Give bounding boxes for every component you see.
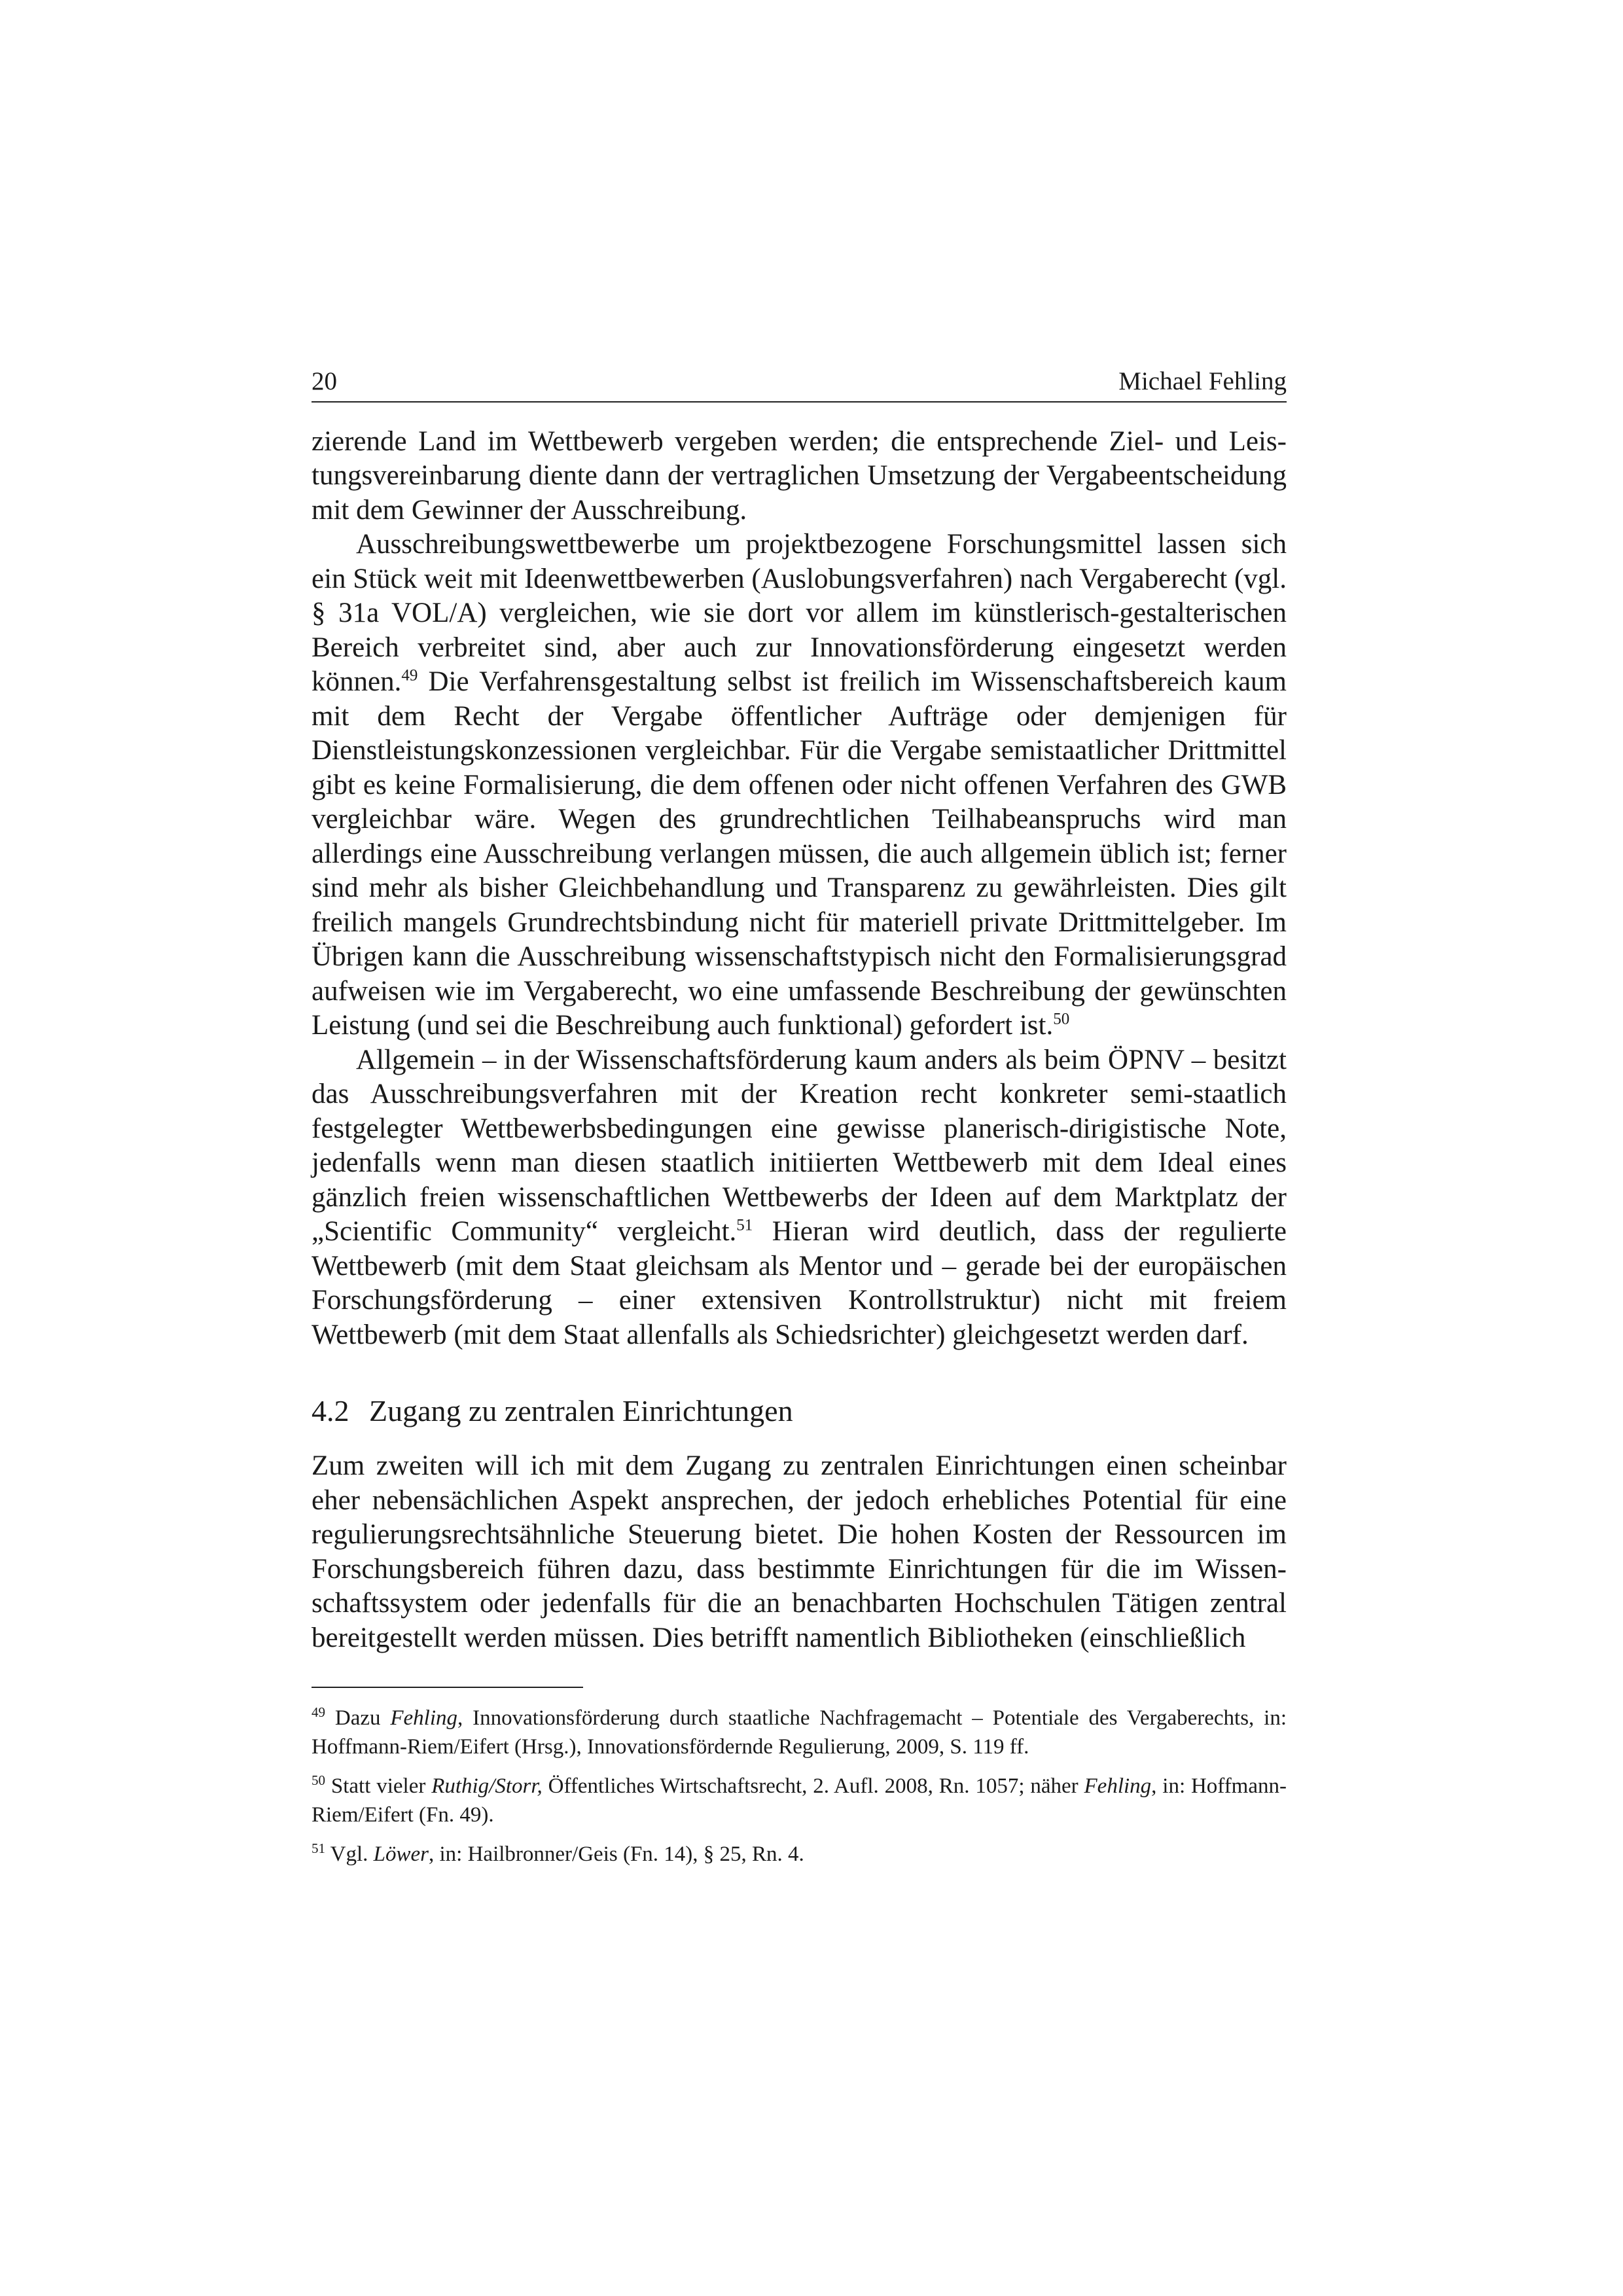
footnote-text: , in: Hailbronner/Geis (Fn. 14), § 25, Rn. 4.: [429, 1842, 804, 1867]
section-heading: [312, 1393, 1287, 1429]
paragraph-2-text-b: Die Verfahrensgestaltung selbst ist freilich im Wissenschaftsbereich kaum mit dem Recht der Vergabe öffentlicher Aufträge oder demjenigen für Dienstleistungskonzessionen vergleichbar. Für die Vergabe semistaatlicher Drittmittel gibt es keine Formalisierung, die dem offenen oder nicht offenen Verfahren des GWB vergleichbar wäre. Wegen des grundrechtlichen Teilhabeanspruchs wird man allerdings eine Ausschreibung verlangen müssen, die auch allgemein üblich ist; ferner sind mehr als bisher Gleichbehandlung und Transparenz zu gewährleisten. Dies gilt freilich mangels Grundrechtsbindung nicht für materiell private Drittmittelgeber. Im Übrigen kann die Ausschreibung wissenschaftstypisch nicht den Formalisierungsgrad aufweisen wie im Vergaberecht, wo eine umfassende Beschreibung der gewünschten Leistung (und sei die Beschreibung auch funktional) gefordert ist.: [312, 666, 1287, 1041]
section-paragraph: Zum zweiten will ich mit dem Zugang zu zentralen Einrichtungen einen scheinbar eher nebensächlichen Aspekt ansprechen, der jedoch erhebliches Potential für eine regulierungsrechtsähnliche Steuerung bietet. Die hohen Kosten der Ressourcen im Forschungsbereich führen dazu, dass bestimmte Einrichtungen für die im Wissenschaftssystem oder jedenfalls für die an benachbarten Hochschulen Tätigen zentral bereitgestellt werden müssen. Dies betrifft namentlich Bibliotheken (einschließlich: [312, 1450, 1287, 1653]
footnote-author: Ruthig/Storr,: [431, 1774, 543, 1799]
footnote-separator: [312, 1687, 583, 1688]
footnote-number: 50: [312, 1772, 325, 1789]
footnote-author: Fehling: [1084, 1774, 1152, 1799]
footnote-51: [312, 1840, 1287, 1869]
paragraph-3: [312, 1043, 1287, 1353]
running-head: [312, 367, 1287, 403]
paragraph-3-text-b: Hieran wird deutlich, dass der regulierte Wettbewerb (mit dem Staat gleichsam als Mentor und – gerade bei der europäischen Forschungsförderung – einer extensiven Kontrollstruktur) nicht mit freiem Wettbewerb (mit dem Staat allenfalls als Schiedsrichter) gleichgesetzt werden darf.: [312, 1216, 1287, 1350]
footnote-ref-50[interactable]: 50: [1053, 1010, 1070, 1028]
paragraph-2-text-a: Ausschreibungswettbewerbe um projektbezogene Forschungsmittel lassen sich ein Stück weit mit Ideenwettbewerben (Auslobungsverfahren) nach Vergaberecht (vgl. § 31a VOL/A) vergleichen, wie sie dort vor allem im künstlerisch-gestalterischen Bereich verbreitet sind, aber auch zur Innovationsförderung eingesetzt werden können.: [312, 529, 1287, 698]
footnote-number: 49: [312, 1704, 325, 1721]
paragraph-1: zierende Land im Wettbewerb vergeben werden; die entsprechende Ziel- und Leistungsvereinbarung diente dann der vertraglichen Umsetzung der Vergabeentscheidung mit dem Gewinner der Ausschreibung.: [312, 425, 1287, 526]
section-number: 4.2: [312, 1394, 349, 1428]
footnote-text: Statt vieler: [325, 1774, 432, 1799]
footnote-ref-51[interactable]: 51: [736, 1216, 753, 1234]
footnotes: [312, 1704, 1287, 1869]
footnote-text: , Innovationsförderung durch staatliche Nachfragemacht – Potentiale des Vergaberechts, in: Hoffmann-Riem/Eifert (Hrsg.), Innovationsfördernde Regulierung, 2009, S. 119 ff.: [312, 1706, 1287, 1759]
page: [312, 367, 1287, 1879]
footnote-text: Vgl.: [325, 1842, 374, 1867]
footnote-text: , in: Hoffmann-Riem/Eifert (Fn. 49).: [312, 1774, 1287, 1827]
footnote-text: Öffentliches Wirtschaftsrecht, 2. Aufl. 2008, Rn. 1057; näher: [542, 1774, 1084, 1799]
footnote-ref-49[interactable]: 49: [401, 666, 418, 685]
footnote-50: [312, 1772, 1287, 1829]
body-text: [312, 425, 1287, 1656]
footnote-author: Löwer: [373, 1842, 429, 1867]
page-number: 20: [312, 367, 337, 395]
footnote-49: [312, 1704, 1287, 1761]
paragraph-3-text-a: Allgemein – in der Wissenschaftsförderung kaum anders als beim ÖPNV – besitzt das Ausschreibungsverfahren mit der Kreation recht konkreter semi-staatlich festgelegter Wettbewerbsbedingungen eine gewisse planerisch-dirigistische Note, jedenfalls wenn man diesen staatlich initiierten Wettbewerb mit dem Ideal eines gänzlich freien wissenschaftlichen Wettbewerbs der Ideen auf dem Marktplatz der „Scientific Community“ vergleicht.: [312, 1044, 1287, 1247]
section-title: Zugang zu zentralen Einrichtungen: [369, 1394, 793, 1428]
author-name: Michael Fehling: [1118, 367, 1287, 395]
footnote-author: Fehling: [390, 1706, 458, 1731]
footnote-text: Dazu: [325, 1706, 391, 1731]
paragraph-2: [312, 528, 1287, 1043]
footnote-number: 51: [312, 1840, 325, 1857]
